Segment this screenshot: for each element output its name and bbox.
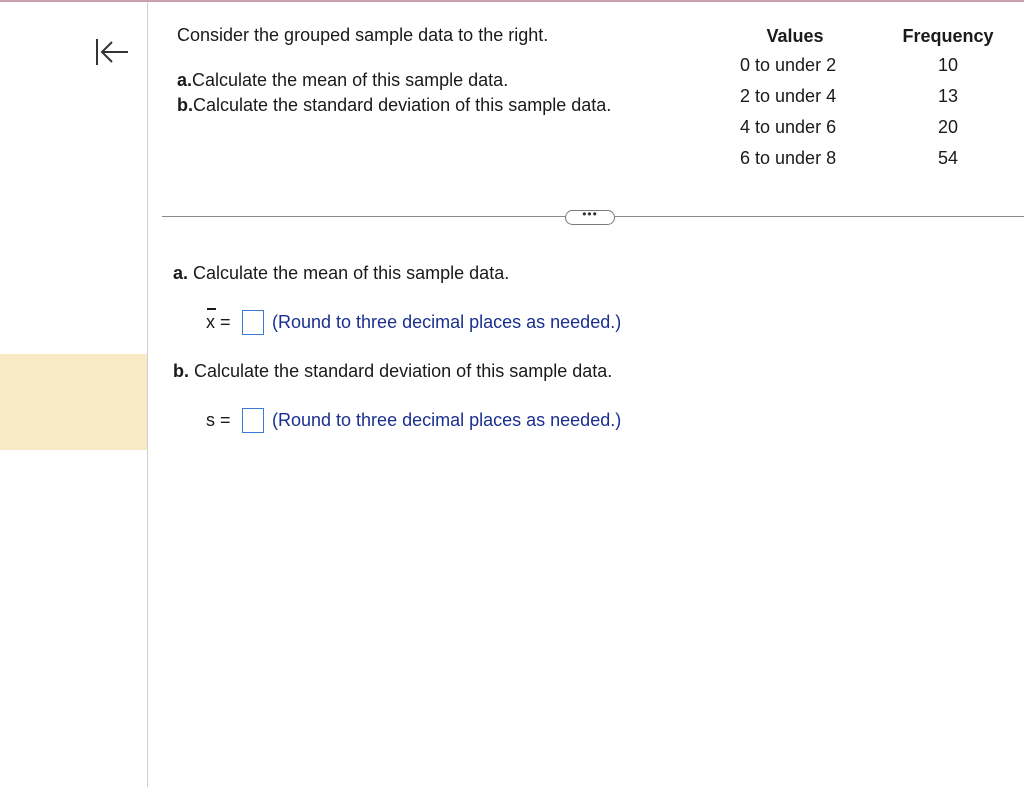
problem-parts bbox=[177, 68, 611, 118]
table-cell-frequency: 20 bbox=[937, 117, 959, 137]
x-bar-symbol bbox=[206, 312, 215, 333]
collapse-panel-button[interactable] bbox=[88, 36, 132, 72]
question-letter: a. bbox=[173, 263, 189, 283]
expand-more-button[interactable]: ••• bbox=[565, 210, 615, 225]
table-cell-values: 0 to under 2 bbox=[740, 55, 837, 75]
sidebar bbox=[0, 2, 148, 787]
rounding-hint: (Round to three decimal places as needed.) bbox=[272, 311, 622, 332]
table-cell-values: 4 to under 6 bbox=[740, 117, 837, 137]
question-b bbox=[173, 360, 612, 382]
problem-part-a bbox=[177, 68, 611, 93]
part-text: Calculate the mean of this sample data. bbox=[192, 70, 509, 90]
question-panel bbox=[148, 2, 1024, 787]
table-cell-frequency: 13 bbox=[937, 86, 959, 106]
variable-letter: s bbox=[206, 409, 215, 430]
part-letter: a. bbox=[177, 70, 193, 90]
frequency-column bbox=[896, 24, 1000, 178]
mean-variable-label bbox=[206, 312, 238, 333]
table-cell-values: 6 to under 8 bbox=[740, 148, 837, 168]
question-text: Calculate the mean of this sample data. bbox=[193, 263, 510, 283]
table-cell-frequency: 10 bbox=[937, 55, 959, 75]
table-cell-frequency: 54 bbox=[937, 148, 959, 168]
problem-part-b bbox=[177, 93, 611, 118]
question-a bbox=[173, 262, 509, 284]
std-dev-answer-input[interactable] bbox=[242, 408, 264, 433]
part-text: Calculate the standard deviation of this sample data. bbox=[193, 95, 612, 115]
collapse-left-icon bbox=[88, 36, 132, 72]
overbar bbox=[207, 308, 216, 310]
table-cell-values: 2 to under 4 bbox=[740, 86, 837, 106]
mean-answer-input[interactable] bbox=[242, 310, 264, 335]
variable-letter: x bbox=[206, 311, 215, 332]
std-dev-variable-label bbox=[206, 410, 238, 431]
equals-sign: = bbox=[220, 409, 231, 430]
frequency-header: Frequency bbox=[902, 26, 994, 46]
sidebar-current-question-highlight bbox=[0, 354, 147, 450]
rounding-hint: (Round to three decimal places as needed.) bbox=[272, 409, 622, 430]
question-letter: b. bbox=[173, 361, 189, 381]
part-letter: b. bbox=[177, 95, 193, 115]
answer-row-mean bbox=[206, 309, 621, 335]
values-header: Values bbox=[766, 26, 824, 46]
answer-row-std-dev bbox=[206, 407, 621, 433]
equals-sign: = bbox=[220, 311, 231, 332]
values-column bbox=[740, 24, 850, 178]
problem-intro: Consider the grouped sample data to the right. bbox=[177, 25, 549, 45]
question-text: Calculate the standard deviation of this sample data. bbox=[194, 361, 613, 381]
